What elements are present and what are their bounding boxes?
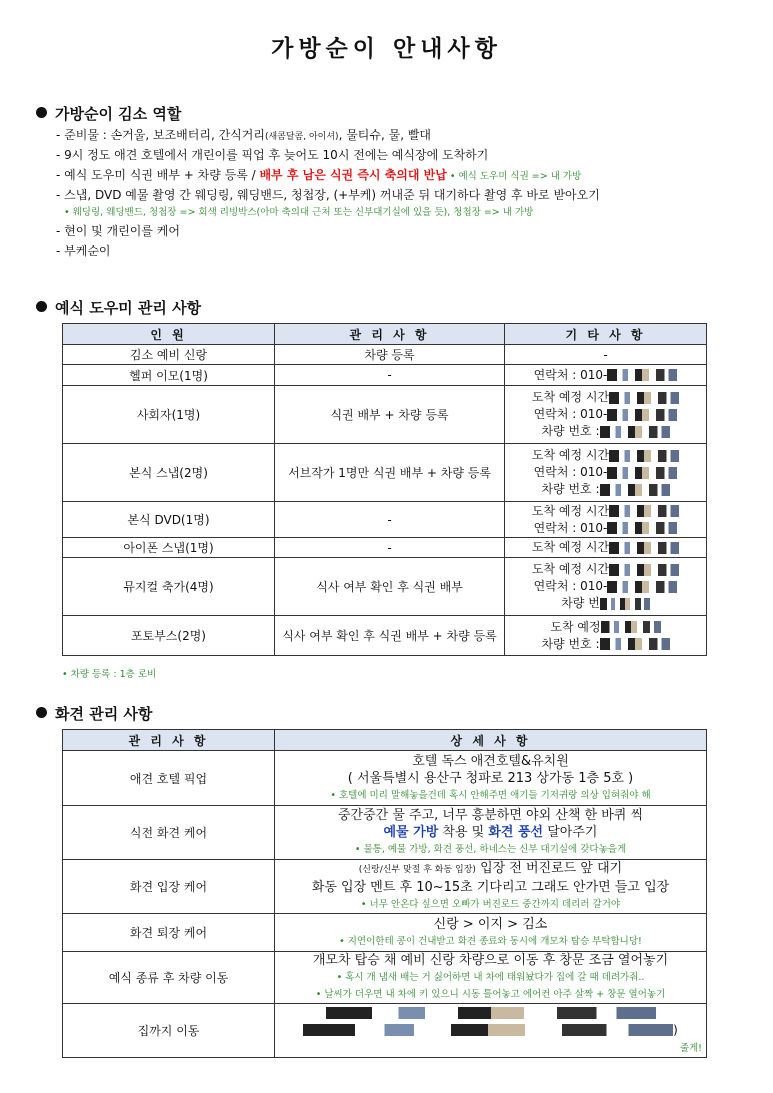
table-cell: 식전 화견 케어 [63,806,275,860]
table-cell: 본식 DVD(1명) [63,502,275,538]
table-cell: 뮤지컬 축가(4명) [63,558,275,616]
redacted-block [609,392,679,404]
redacted-block [607,409,677,421]
table-row [63,806,707,860]
table-cell: 포토부스(2명) [63,616,275,656]
table-cell: - [275,365,505,386]
redacted-block [303,1024,673,1036]
table-cell: 차량 등록 [275,345,505,365]
table-row [63,345,707,365]
table-cell: 화견 퇴장 케어 [63,914,275,952]
redacted-block [609,450,679,462]
table-cell: 예식 종류 후 차량 이동 [63,952,275,1004]
table-cell: 도착 예정 시간 연락처 : 010- 차량 번호 : [505,444,707,502]
table-cell: 애견 호텔 픽업 [63,751,275,806]
table-row [63,365,707,386]
table-cell: 연락처 : 010- [505,365,707,386]
list-item: - 9시 정도 애견 호텔에서 개린이를 픽업 후 늦어도 10시 전에는 예식장에 도착하기 [56,148,489,162]
redacted-block [609,505,679,517]
redacted-block [607,467,677,479]
table-cell: 헬퍼 이모(1명) [63,365,275,386]
table-row [63,751,707,806]
table-cell: - [275,502,505,538]
table-row [63,616,707,656]
table-cell: (신랑/신부 맞절 후 화동 입장) 입장 전 버진로드 앞 대기 화동 입장 멘트 후 10~15초 기다리고 그래도 안가면 들고 입장 • 너무 안온다 싶으면 오빠가 버진로드 중간까지 데리러 갈거야 [275,860,707,914]
dog-care-table [62,729,707,1058]
helpers-table [62,323,707,656]
table-cell: - [275,538,505,558]
table-cell: 도착 예정 시간 연락처 : 010- 차량 번 [505,558,707,616]
redacted-block [600,484,670,496]
bullet-icon [36,107,47,118]
table-cell: 개모차 탑승 채 예비 신랑 차량으로 이동 후 창문 조금 열어놓기 • 혹시 개 냄새 배는 거 싫어하면 내 차에 태워놨다가 집에 갈 때 데려가줘.. • 날씨가 더우면 내 차에 키 있으니 시동 틀어놓고 에어컨 아주 살짝 + 창문 열어놓기 [275,952,707,1004]
table-row [63,860,707,914]
table-cell: 식사 여부 확인 후 식권 배부 [275,558,505,616]
table-cell: 아이폰 스냅(1명) [63,538,275,558]
bullet-icon [36,707,47,718]
column-header: 관 리 사 항 [63,730,275,751]
table-cell: 도착 예정 시간 연락처 : 010- 차량 번호 : [505,386,707,444]
table-row [63,386,707,444]
table-cell: 도착 예정 시간 연락처 : 010- [505,502,707,538]
list-item: - 준비물 : 손거울, 보조배터리, 간식거리(새콤달콤, 아이셔), 물티슈, 물, 빨대 [56,128,432,142]
table-row [63,502,707,538]
section-heading-helpers: 예식 도우미 관리 사항 [36,297,201,318]
table-cell: 도착 예정 차량 번호 : [505,616,707,656]
section-heading-role: 가방순이 김소 역할 [36,103,181,124]
redacted-block [609,542,679,554]
table-cell: 사회자(1명) [63,386,275,444]
column-header: 기 타 사 항 [505,324,707,345]
redacted-block [609,564,679,576]
table-row [63,558,707,616]
table-row [63,444,707,502]
list-item: - 현이 및 개린이를 케어 [56,224,180,238]
role-list [56,125,600,261]
table-row [63,952,707,1004]
redacted-block [607,369,677,381]
redacted-block [600,598,650,610]
column-header: 관 리 사 항 [275,324,505,345]
table-cell: 김소 예비 신랑 [63,345,275,365]
table-row [63,538,707,558]
section-heading-dogs: 화견 관리 사항 [36,703,152,724]
table-cell: 서브작가 1명만 식권 배부 + 차량 등록 [275,444,505,502]
list-item: - 예식 도우미 식권 배부 + 차량 등록 / 배부 후 남은 식권 즉시 축의대 반납 • 예식 도우미 식권 => 내 가방 [56,168,582,182]
redacted-block [601,621,661,633]
column-header: 상 세 사 항 [275,730,707,751]
table-cell: - [505,345,707,365]
table-cell: 식권 배부 + 차량 등록 [275,386,505,444]
redacted-block [607,581,677,593]
table-cell: 호텔 독스 애견호텔&유치원 ( 서울특별시 용산구 청파로 213 상가동 1층 5호 ) • 호텔에 미리 말해놓을건데 혹시 안해주면 애기들 기저귀랑 의상 입혀줘야 해 [275,751,707,806]
table-footnote: • 차량 등록 : 1층 로비 [62,669,157,680]
bullet-icon [36,301,47,312]
table-cell: 신랑 > 이지 > 김소 • 지연이한테 콩이 건내받고 화견 종료와 동시에 개모차 탑승 부탁합니당! [275,914,707,952]
column-header: 인 원 [63,324,275,345]
redacted-block [607,522,677,534]
table-cell: 집까지 이동 [63,1004,275,1058]
table-row [63,914,707,952]
redacted-block [300,1041,680,1053]
list-subnote: • 웨딩링, 웨딩밴드, 청첩장 => 회색 리빙박스(아마 축의대 근처 또는 신부대기실에 있을 듯), 청첩장 => 내 가방 [64,207,534,218]
redacted-block [326,1007,656,1019]
table-cell: 본식 스냅(2명) [63,444,275,502]
redacted-block [600,426,670,438]
table-cell: 화견 입장 케어 [63,860,275,914]
table-cell: 식사 여부 확인 후 식권 배부 + 차량 등록 [275,616,505,656]
table-cell: 중간중간 물 주고, 너무 흥분하면 야외 산책 한 바퀴 씩 예물 가방 착용 및 화견 풍선 달아주기 • 물통, 예물 가방, 화견 풍선, 하네스는 신부 대기실에 갖다놓을게 [275,806,707,860]
table-cell: ) 줄게! [275,1004,707,1058]
list-item: - 스냅, DVD 예물 촬영 간 웨딩링, 웨딩밴드, 청첩장, (+부케) 꺼내준 뒤 대기하다 촬영 후 바로 받아오기 [56,188,600,202]
table-cell: 도착 예정 시간 [505,538,707,558]
list-item: - 부케순이 [56,244,111,258]
table-row [63,1004,707,1058]
redacted-block [600,638,670,650]
page-title: 가방순이 안내사항 [271,36,502,62]
